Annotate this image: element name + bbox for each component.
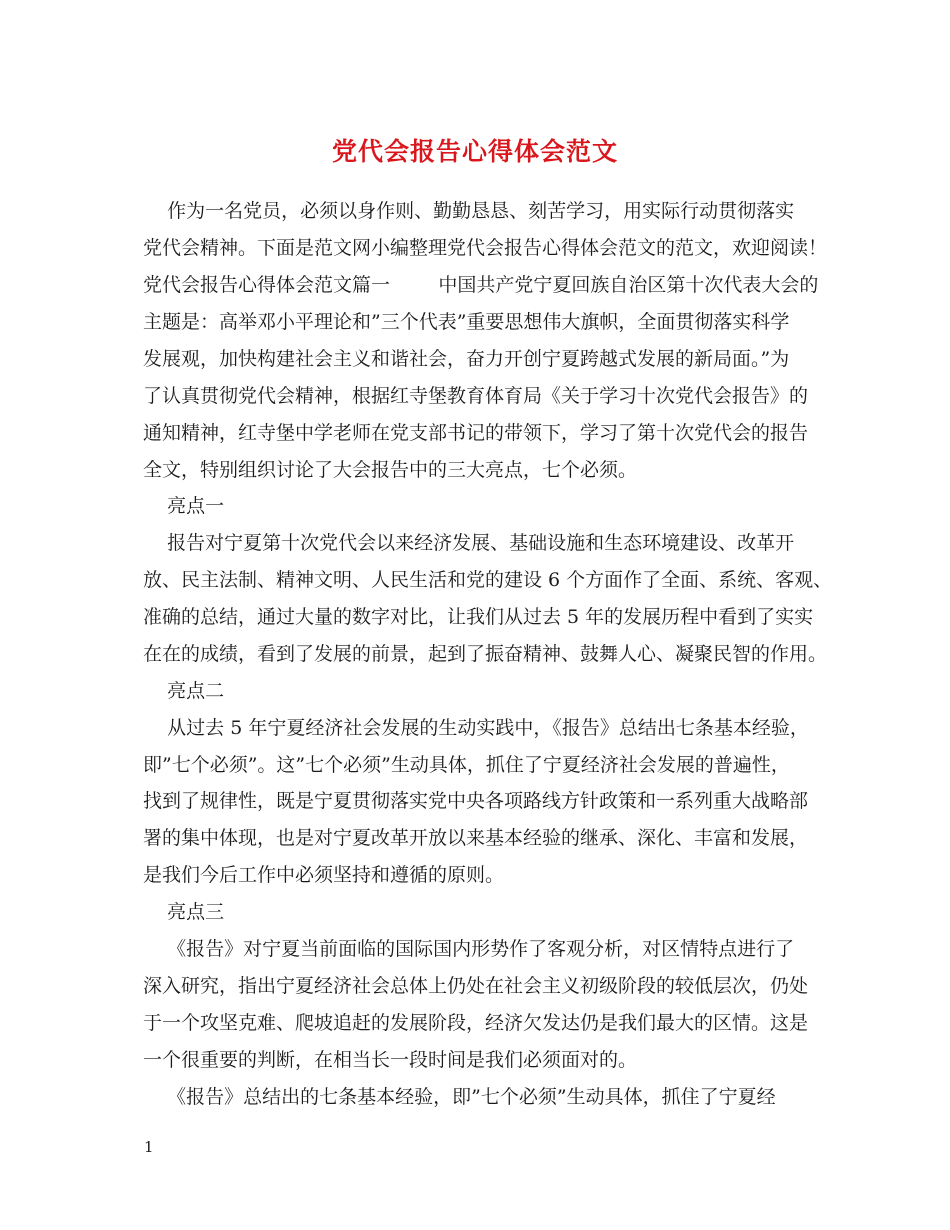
body-line: 于一个攻坚克难、爬坡追赶的发展阶段，经济欠发达仍是我们最大的区情。这是 bbox=[143, 1012, 809, 1034]
body-line: 即”七个必须”。这”七个必须”生动具体，抓住了宁夏经济社会发展的普遍性， bbox=[143, 754, 790, 776]
body-line: 全文，特别组织讨论了大会报告中的三大亮点，七个必须。 bbox=[143, 459, 638, 481]
body-line: 找到了规律性，既是宁夏贯彻落实党中央各项路线方针政策和一系列重大战略部 bbox=[143, 790, 809, 812]
body-line: 通知精神，红寺堡中学老师在党支部书记的带领下，学习了第十次党代会的报告 bbox=[143, 422, 809, 444]
body-line: 是我们今后工作中必须坚持和遵循的原则。 bbox=[143, 864, 505, 886]
body-line: 署的集中体现，也是对宁夏改革开放以来基本经验的继承、深化、丰富和发展， bbox=[143, 827, 809, 849]
body-line: 报告对宁夏第十次党代会以来经济发展、基础设施和生态环境建设、改革开 bbox=[143, 532, 795, 554]
document-title: 党代会报告心得体会范文 bbox=[331, 137, 618, 166]
body-line: 亮点二 bbox=[143, 680, 225, 702]
body-line: 亮点三 bbox=[143, 901, 225, 923]
body-line: 主题是：高举邓小平理论和”三个代表”重要思想伟大旗帜，全面贯彻落实科学 bbox=[143, 311, 790, 333]
body-line: 从过去 5 年宁夏经济社会发展的生动实践中，《报告》总结出七条基本经验， bbox=[143, 717, 809, 739]
body-line: 党代会报告心得体会范文篇一 中国共产党宁夏回族自治区第十次代表大会的 bbox=[143, 274, 819, 296]
body-line: 一个很重要的判断，在相当长一段时间是我们必须面对的。 bbox=[143, 1049, 638, 1071]
body-line: 准确的总结，通过大量的数字对比，让我们从过去 5 年的发展历程中看到了实实 bbox=[143, 606, 814, 628]
page-number: 1 bbox=[144, 1138, 154, 1156]
body-line: 了认真贯彻党代会精神，根据红寺堡教育体育局《关于学习十次党代会报告》的 bbox=[143, 385, 809, 407]
body-line: 在在的成绩，看到了发展的前景，起到了振奋精神、鼓舞人心、凝聚民智的作用。 bbox=[143, 643, 828, 665]
body-line: 亮点一 bbox=[143, 495, 225, 517]
body-line: 《报告》对宁夏当前面临的国际国内形势作了客观分析，对区情特点进行了 bbox=[143, 938, 795, 960]
body-line: 深入研究，指出宁夏经济社会总体上仍处在社会主义初级阶段的较低层次，仍处 bbox=[143, 975, 809, 997]
body-line: 发展观，加快构建社会主义和谐社会，奋力开创宁夏跨越式发展的新局面。”为 bbox=[143, 348, 790, 370]
body-line: 《报告》总结出的七条基本经验，即”七个必须”生动具体，抓住了宁夏经 bbox=[143, 1086, 776, 1108]
body-line: 作为一名党员，必须以身作则、勤勤恳恳、刻苦学习，用实际行动贯彻落实 bbox=[143, 200, 795, 222]
body-line: 党代会精神。下面是范文网小编整理党代会报告心得体会范文的范文，欢迎阅读！ bbox=[143, 237, 828, 259]
body-line: 放、民主法制、精神文明、人民生活和党的建设 6 个方面作了全面、系统、客观、 bbox=[143, 569, 833, 591]
